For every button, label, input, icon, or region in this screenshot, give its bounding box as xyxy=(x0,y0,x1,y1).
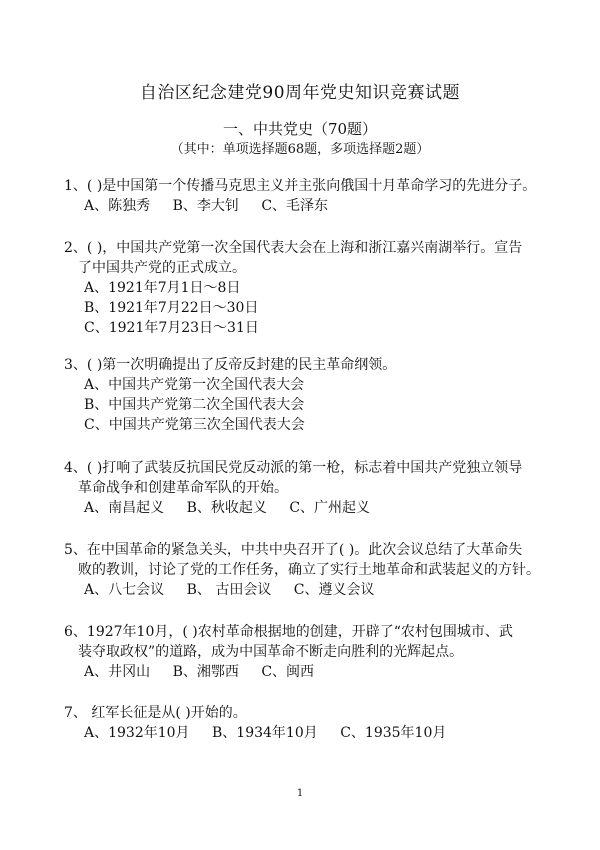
question-1 xyxy=(64,176,564,216)
question-stem-continued: 装夺取政权”的道路，成为中国革命不断走向胜利的光辉起点。 xyxy=(78,644,464,660)
option-c: C、闽西 xyxy=(261,664,315,680)
page-title: 自治区纪念建党90周年党史知识竞赛试题 xyxy=(139,83,461,103)
question-stem-continued: 败的教训，讨论了党的工作任务，确立了实行土地革命和武装起义的方针。 xyxy=(78,562,540,578)
question-stem: 4、( )打响了武装反抗国民党反动派的第一枪，标志着中国共产党独立领导 xyxy=(64,460,523,476)
option-a: A、1932年10月 xyxy=(84,725,190,741)
question-stem: 7、 红军长征是从( )开始的。 xyxy=(64,705,247,721)
question-stem: 1、( )是中国第一个传播马克思主义并主张向俄国十月革命学习的先进分子。 xyxy=(64,178,537,194)
question-options xyxy=(64,662,564,682)
question-options xyxy=(64,580,564,600)
question-options xyxy=(64,196,564,216)
option-b: B、 古田会议 xyxy=(186,582,272,598)
page-number: 1 xyxy=(296,788,304,799)
question-options xyxy=(64,723,564,743)
option-a: A、八七会议 xyxy=(84,582,165,598)
question-stem: 6、1927年10月，( )农村革命根据地的创建，开辟了“农村包围城市、武 xyxy=(64,624,513,640)
option-c: C、广州起义 xyxy=(289,500,371,516)
option-a: A、1921年7月1日～8日 xyxy=(84,280,241,296)
option-b: B、1921年7月22日～30日 xyxy=(84,300,259,316)
option-c: C、中国共产党第三次全国代表大会 xyxy=(84,417,305,433)
question-stem: 3、( )第一次明确提出了反帝反封建的民主革命纲领。 xyxy=(64,357,397,373)
option-c: C、1921年7月23日～31日 xyxy=(84,320,259,336)
question-7 xyxy=(64,703,564,743)
question-stem: 2、( )，中国共产党第一次全国代表大会在上海和浙江嘉兴南湖举行。宣告 xyxy=(64,240,523,256)
question-6 xyxy=(64,622,564,682)
option-a: A、陈独秀 xyxy=(84,198,151,214)
option-a: A、南昌起义 xyxy=(84,500,165,516)
question-stem-continued: 了中国共产党的正式成立。 xyxy=(78,260,246,276)
option-a: A、中国共产党第一次全国代表大会 xyxy=(84,377,305,393)
option-a: A、井冈山 xyxy=(84,664,151,680)
option-c: C、毛泽东 xyxy=(261,198,329,214)
question-4 xyxy=(64,458,564,518)
option-b: B、湘鄂西 xyxy=(172,664,239,680)
question-3 xyxy=(64,355,564,435)
question-stem: 5、在中国革命的紧急关头，中共中央召开了( )。此次会议总结了大革命失 xyxy=(64,542,523,558)
question-2 xyxy=(64,238,564,338)
option-b: B、秋收起义 xyxy=(186,500,267,516)
question-options xyxy=(64,498,564,518)
option-b: B、中国共产党第二次全国代表大会 xyxy=(84,397,305,413)
section-note: （其中：单项选择题68题，多项选择题2题） xyxy=(170,142,430,157)
option-c: C、遵义会议 xyxy=(293,582,375,598)
question-stem-continued: 革命战争和创建革命军队的开始。 xyxy=(78,480,288,496)
option-b: B、1934年10月 xyxy=(212,725,318,741)
option-c: C、1935年10月 xyxy=(340,725,447,741)
section-heading: 一、中共党史（70题） xyxy=(222,120,378,138)
option-b: B、李大钊 xyxy=(172,198,239,214)
question-5 xyxy=(64,540,564,600)
